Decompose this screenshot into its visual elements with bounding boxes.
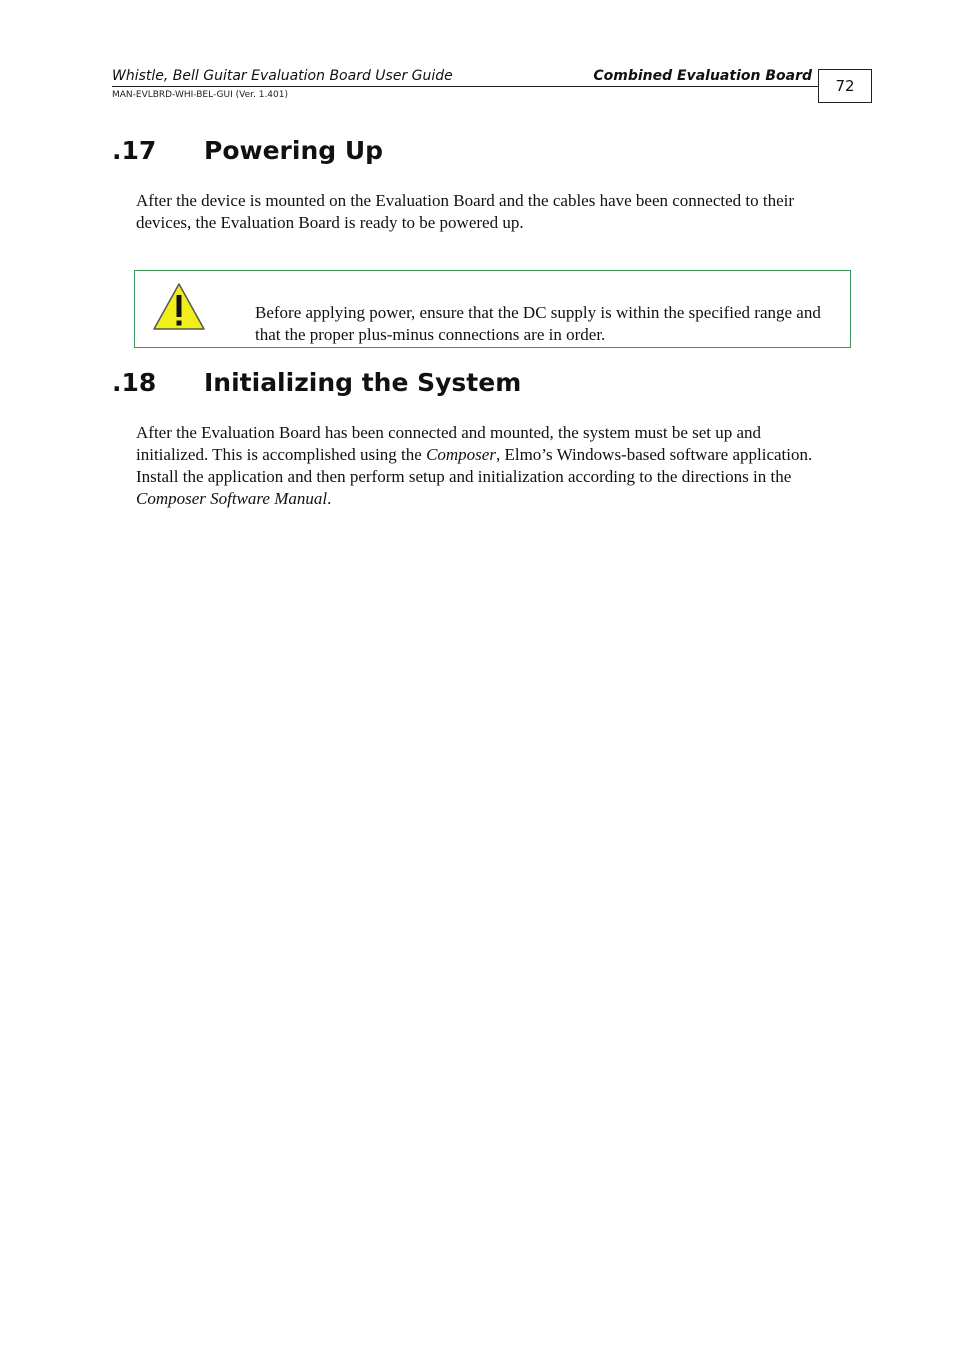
page-number: 72 — [818, 69, 872, 103]
page-header — [112, 68, 818, 87]
heading-powering-up — [112, 136, 383, 165]
document-id: MAN-EVLBRD-WHI-BEL-GUI (Ver. 1.401) — [112, 90, 288, 100]
section-number: .18 — [112, 368, 157, 397]
paragraph-text: . — [327, 489, 332, 508]
paragraph-text: After the Evaluation Board has been connected and mounted, the system must be set up and initialized. This is accomplished using the — [136, 423, 762, 464]
manual-name: Composer Software Manual — [136, 489, 328, 508]
heading-initializing-system — [112, 368, 521, 397]
section-heading-text: Powering Up — [204, 136, 384, 165]
section-title: Combined Evaluation Board — [593, 68, 812, 84]
warning-box — [134, 270, 851, 348]
composer-name: Composer — [426, 445, 496, 464]
warning-triangle-icon — [151, 281, 207, 333]
warning-text: Before applying power, ensure that the DC supply is within the specified range and that the proper plus-minus connections are in order. — [255, 303, 821, 344]
paragraph-text: , Elmo’s Windows-based software application. Install the application and then perform setup and initialization according to the directions in the — [136, 445, 813, 486]
section-heading-text: Initializing the System — [204, 368, 522, 397]
document-title: Whistle, Bell Guitar Evaluation Board User Guide — [112, 68, 453, 84]
section-number: .17 — [112, 136, 157, 165]
powering-up-paragraph: After the device is mounted on the Evaluation Board and the cables have been connected to their devices, the Evaluation Board is ready to be powered up. — [136, 191, 795, 232]
initializing-paragraph — [136, 422, 826, 510]
